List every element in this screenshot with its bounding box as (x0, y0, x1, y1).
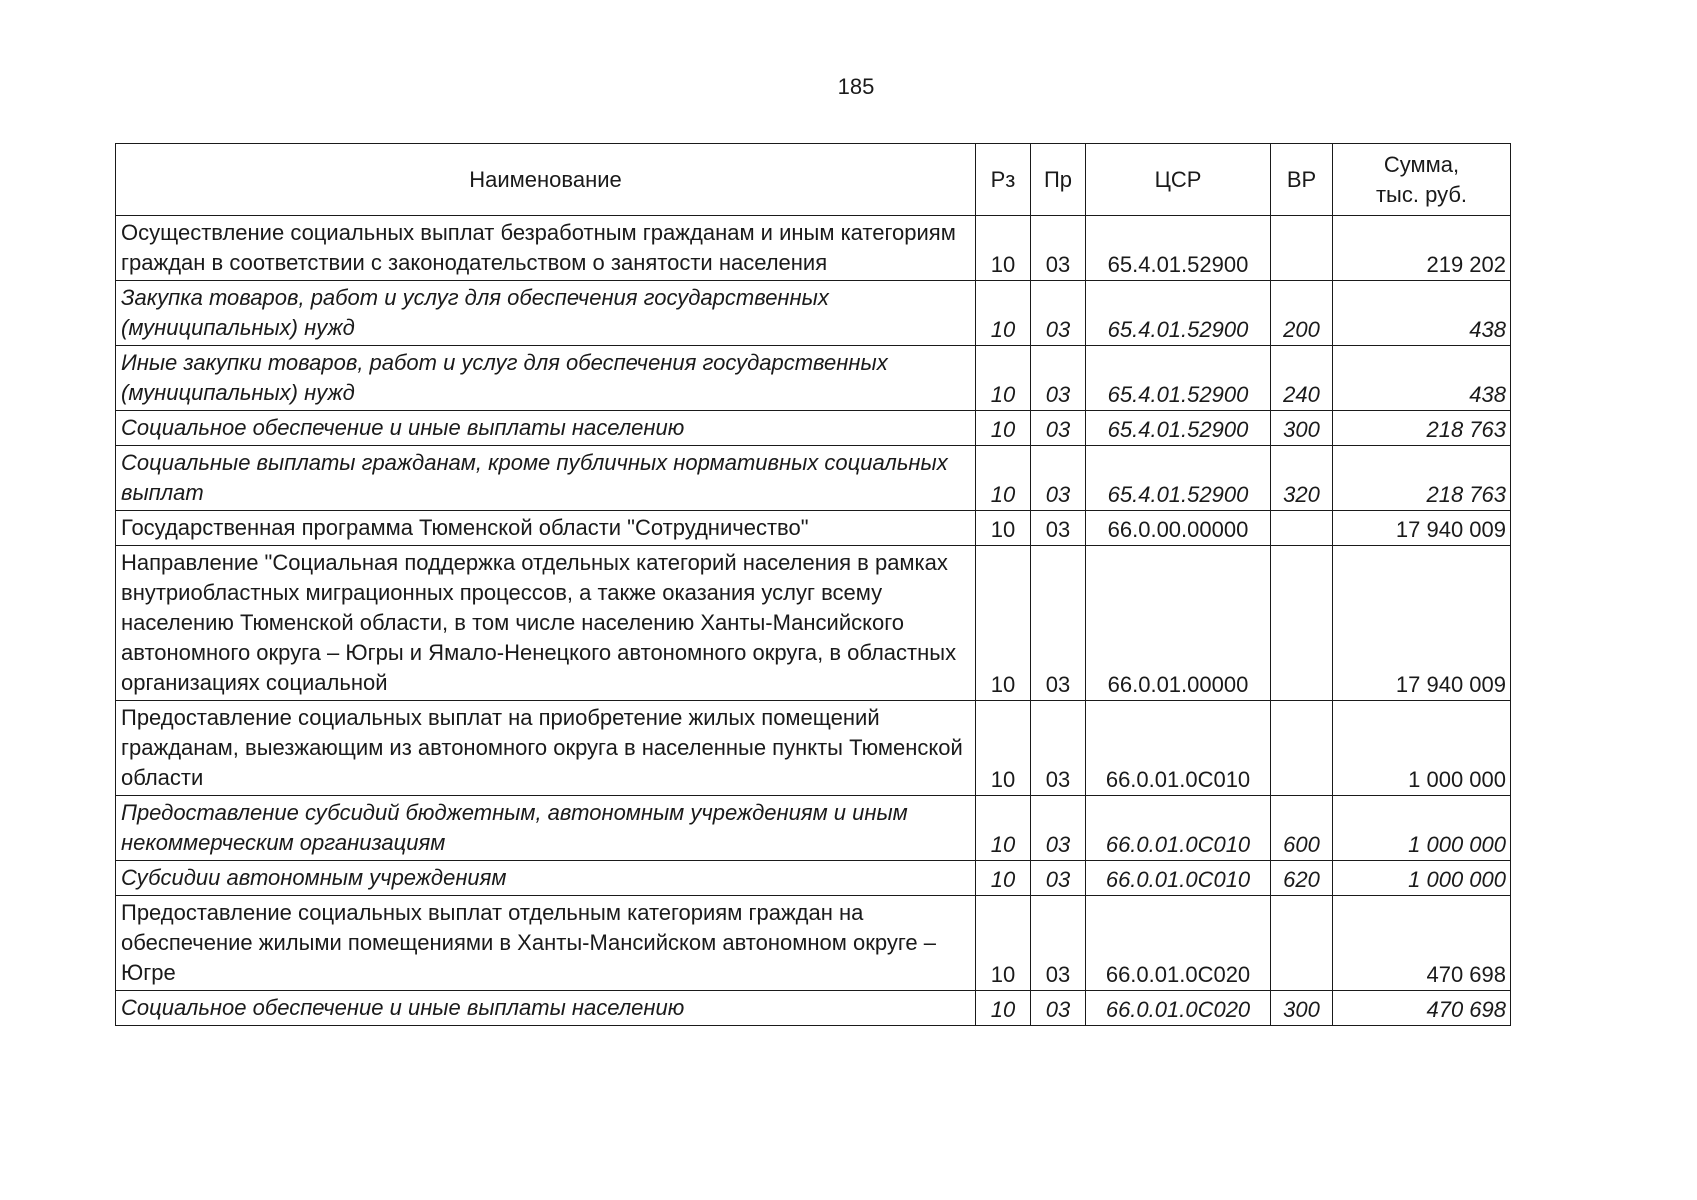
cell-rz: 10 (976, 411, 1031, 446)
cell-pr: 03 (1031, 896, 1086, 991)
header-pr: Пр (1031, 144, 1086, 216)
cell-pr: 03 (1031, 991, 1086, 1026)
table-row (116, 861, 1511, 896)
cell-pr: 03 (1031, 216, 1086, 281)
cell-vr: 320 (1271, 446, 1333, 511)
table-body (116, 216, 1511, 1026)
cell-csr: 66.0.01.0С020 (1086, 896, 1271, 991)
cell-csr: 65.4.01.52900 (1086, 346, 1271, 411)
cell-name: Осуществление социальных выплат безработным гражданам и иным категориям граждан в соответствии с законодательством о занятости населения (116, 216, 976, 281)
cell-rz: 10 (976, 546, 1031, 701)
cell-csr: 66.0.01.0С020 (1086, 991, 1271, 1026)
cell-sum: 219 202 (1333, 216, 1511, 281)
cell-vr: 200 (1271, 281, 1333, 346)
cell-rz: 10 (976, 701, 1031, 796)
cell-vr (1271, 896, 1333, 991)
header-name: Наименование (116, 144, 976, 216)
cell-name: Социальное обеспечение и иные выплаты населению (116, 991, 976, 1026)
cell-pr: 03 (1031, 546, 1086, 701)
header-sum-line1: Сумма, (1383, 151, 1460, 177)
cell-pr: 03 (1031, 346, 1086, 411)
cell-rz: 10 (976, 281, 1031, 346)
table-row (116, 896, 1511, 991)
table-row (116, 511, 1511, 546)
cell-sum: 218 763 (1333, 411, 1511, 446)
cell-name: Социальное обеспечение и иные выплаты населению (116, 411, 976, 446)
cell-sum: 1 000 000 (1333, 861, 1511, 896)
cell-name: Предоставление социальных выплат отдельным категориям граждан на обеспечение жилыми помещениями в Ханты-Мансийском автономном округе – Югре (116, 896, 976, 991)
cell-sum: 218 763 (1333, 446, 1511, 511)
table-header-row (116, 144, 1511, 216)
cell-sum: 17 940 009 (1333, 546, 1511, 701)
header-rz: Рз (976, 144, 1031, 216)
header-vr: ВР (1271, 144, 1333, 216)
cell-rz: 10 (976, 896, 1031, 991)
cell-csr: 65.4.01.52900 (1086, 281, 1271, 346)
cell-vr: 300 (1271, 411, 1333, 446)
cell-name: Социальные выплаты гражданам, кроме публичных нормативных социальных выплат (116, 446, 976, 511)
cell-pr: 03 (1031, 446, 1086, 511)
cell-rz: 10 (976, 216, 1031, 281)
cell-name: Государственная программа Тюменской области "Сотрудничество" (116, 511, 976, 546)
cell-name: Закупка товаров, работ и услуг для обеспечения государственных (муниципальных) нужд (116, 281, 976, 346)
cell-vr (1271, 511, 1333, 546)
cell-sum: 438 (1333, 346, 1511, 411)
cell-name: Иные закупки товаров, работ и услуг для обеспечения государственных (муниципальных) нужд (116, 346, 976, 411)
cell-name: Предоставление социальных выплат на приобретение жилых помещений гражданам, выезжающим из автономного округа в населенные пункты Тюменской области (116, 701, 976, 796)
cell-sum: 17 940 009 (1333, 511, 1511, 546)
budget-table (115, 143, 1511, 1026)
header-csr: ЦСР (1086, 144, 1271, 216)
page-number: 185 (837, 74, 875, 99)
table-row (116, 546, 1511, 701)
cell-rz: 10 (976, 991, 1031, 1026)
cell-rz: 10 (976, 861, 1031, 896)
table-row (116, 281, 1511, 346)
header-sum-line2: тыс. руб. (1375, 181, 1468, 207)
table-row (116, 701, 1511, 796)
cell-rz: 10 (976, 796, 1031, 861)
cell-pr: 03 (1031, 796, 1086, 861)
cell-vr: 240 (1271, 346, 1333, 411)
cell-vr (1271, 701, 1333, 796)
cell-csr: 66.0.01.0С010 (1086, 861, 1271, 896)
table-row (116, 411, 1511, 446)
table-row (116, 216, 1511, 281)
cell-pr: 03 (1031, 411, 1086, 446)
cell-csr: 65.4.01.52900 (1086, 216, 1271, 281)
cell-vr (1271, 546, 1333, 701)
table-row (116, 446, 1511, 511)
cell-name: Субсидии автономным учреждениям (116, 861, 976, 896)
cell-csr: 66.0.00.00000 (1086, 511, 1271, 546)
cell-vr: 620 (1271, 861, 1333, 896)
cell-sum: 1 000 000 (1333, 701, 1511, 796)
table-row (116, 796, 1511, 861)
cell-name: Предоставление субсидий бюджетным, автономным учреждениям и иным некоммерческим организациям (116, 796, 976, 861)
cell-rz: 10 (976, 446, 1031, 511)
cell-rz: 10 (976, 511, 1031, 546)
cell-csr: 65.4.01.52900 (1086, 446, 1271, 511)
cell-pr: 03 (1031, 281, 1086, 346)
cell-pr: 03 (1031, 701, 1086, 796)
cell-csr: 66.0.01.00000 (1086, 546, 1271, 701)
cell-vr (1271, 216, 1333, 281)
cell-pr: 03 (1031, 511, 1086, 546)
cell-csr: 66.0.01.0С010 (1086, 796, 1271, 861)
table-row (116, 346, 1511, 411)
cell-vr: 600 (1271, 796, 1333, 861)
cell-sum: 438 (1333, 281, 1511, 346)
header-sum (1333, 144, 1511, 216)
cell-sum: 470 698 (1333, 991, 1511, 1026)
cell-sum: 1 000 000 (1333, 796, 1511, 861)
table-row (116, 991, 1511, 1026)
cell-sum: 470 698 (1333, 896, 1511, 991)
cell-csr: 65.4.01.52900 (1086, 411, 1271, 446)
cell-csr: 66.0.01.0С010 (1086, 701, 1271, 796)
cell-vr: 300 (1271, 991, 1333, 1026)
cell-rz: 10 (976, 346, 1031, 411)
cell-name: Направление "Социальная поддержка отдельных категорий населения в рамках внутриобластных миграционных процессов, а также оказания услуг всему населению Тюменской области, в том числе населению Ханты-Мансийского автономного округа – Югры и Ямало-Ненецкого автономного округа, в областных организациях социальной (116, 546, 976, 701)
cell-pr: 03 (1031, 861, 1086, 896)
